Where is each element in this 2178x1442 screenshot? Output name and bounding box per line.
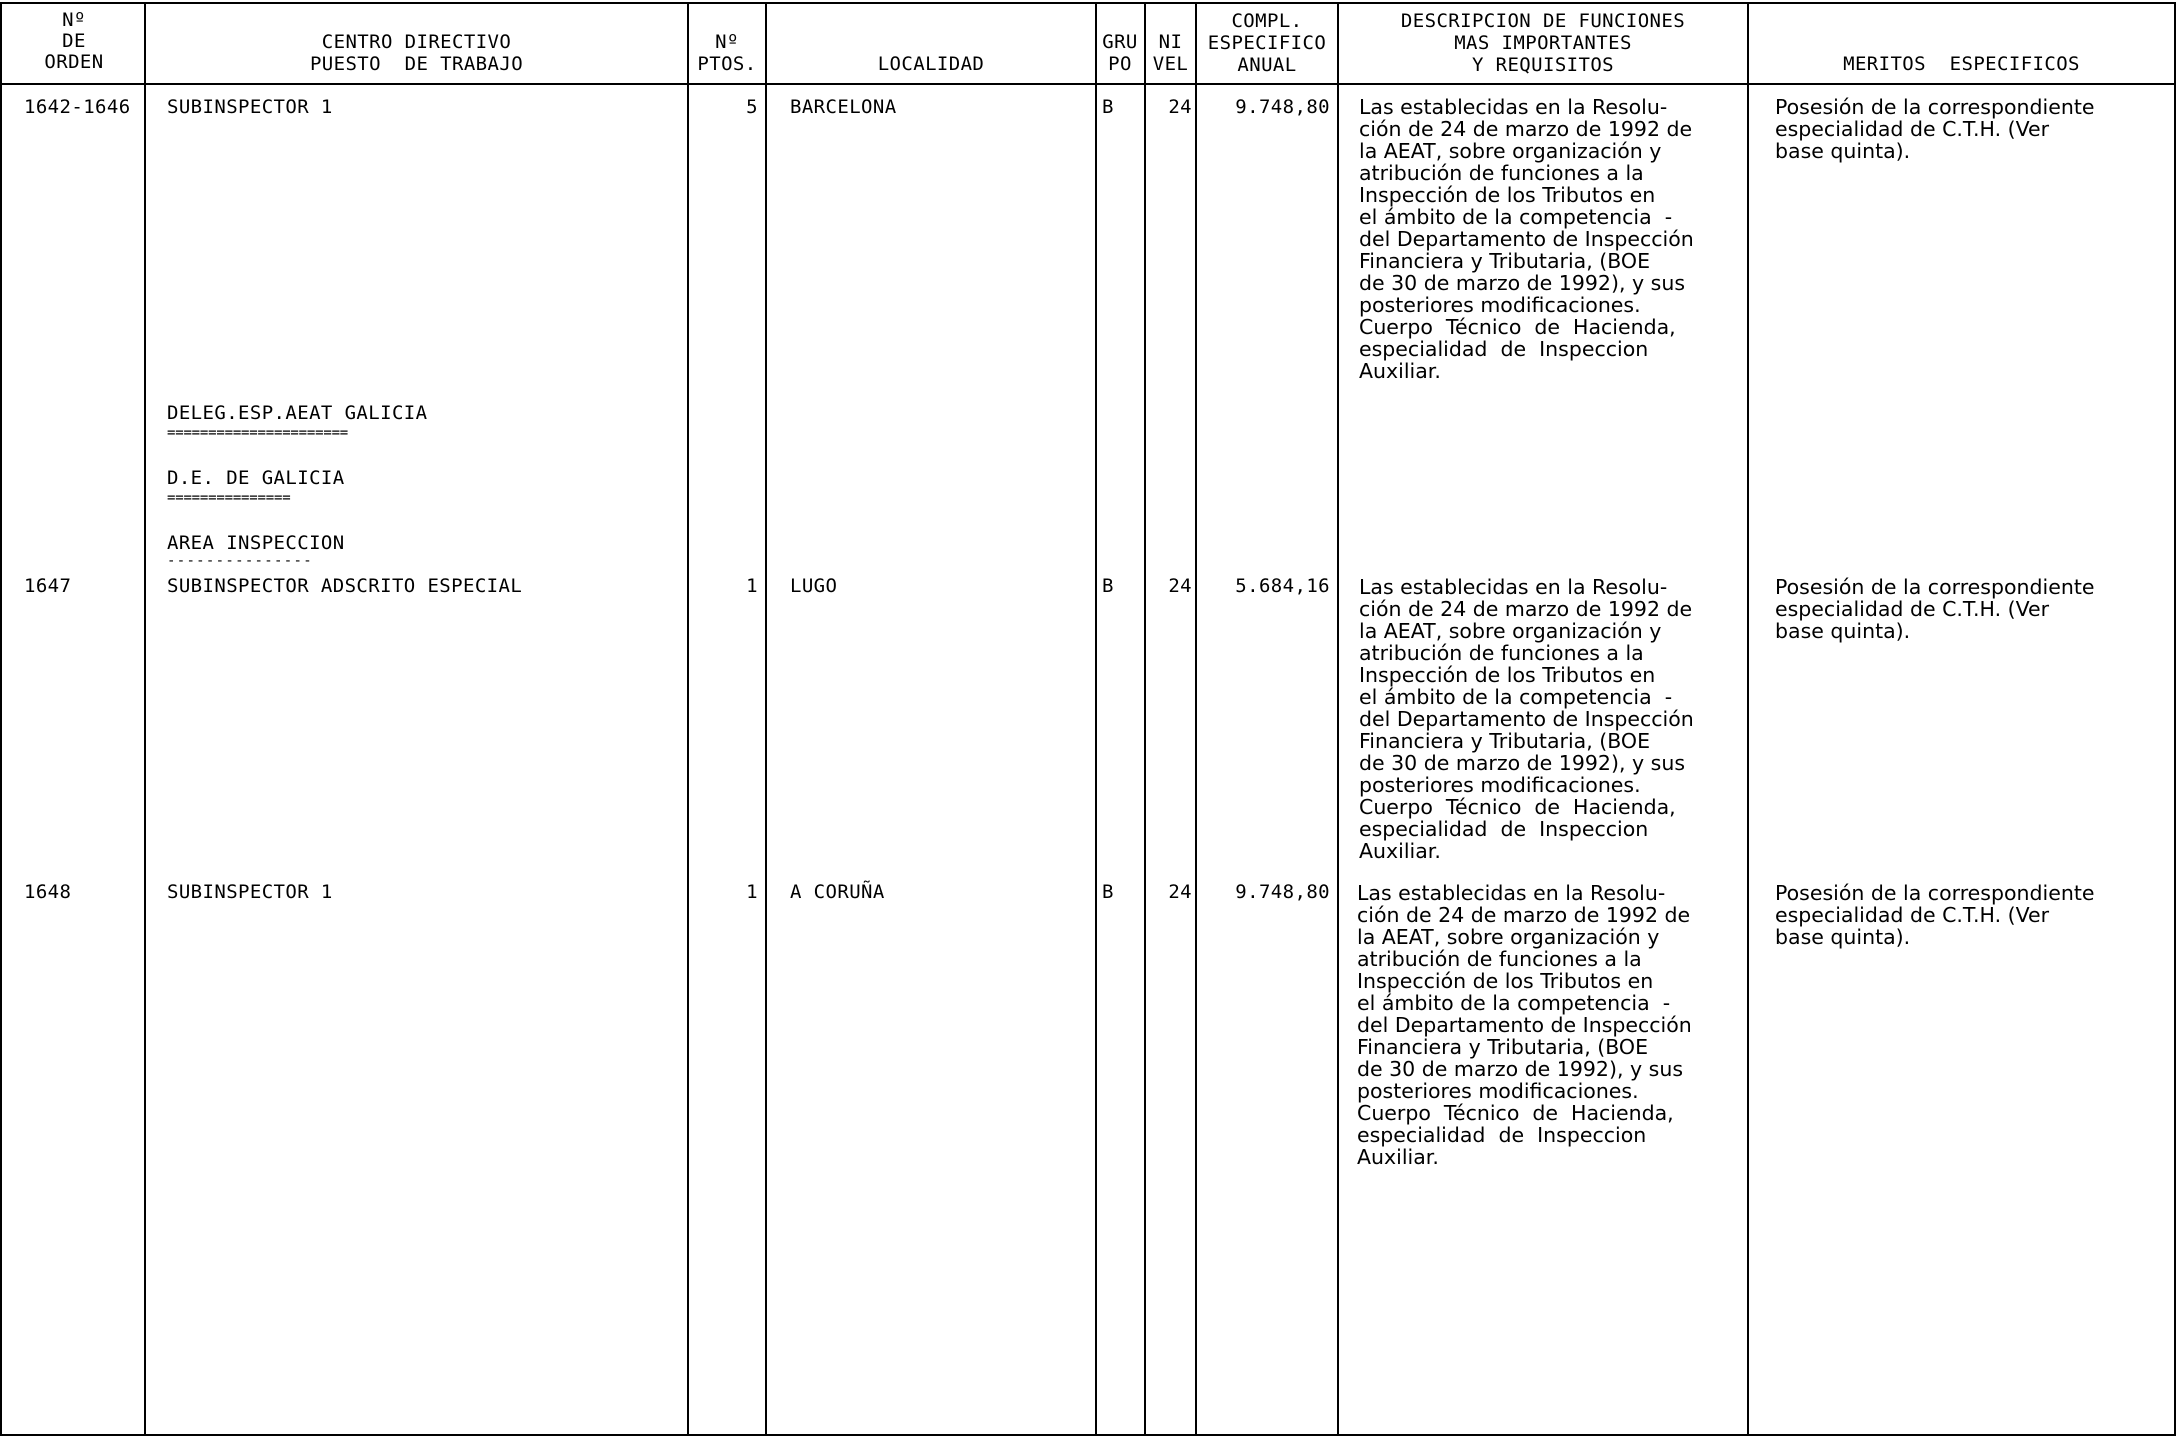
header-orden: Nº DE ORDEN (44, 9, 104, 73)
row1-descripcion: Las establecidas en la Resolu- ción de 24 de marzo de 1992 de la AEAT, sobre organización y atribución de funciones a la Inspección de los Tributos en el ámbito de la competencia - del Departamento de Inspección Financiera y Tributaria, (BOE de 30 de marzo de 1992), y sus posteriores modificaciones. Cuerpo Técnico de Hacienda, especialidad de Inspeccion Auxiliar. (1359, 95, 1694, 383)
section-deleg-galicia: DELEG.ESP.AEAT GALICIA (167, 402, 428, 424)
table-bottom-border (2, 1434, 2176, 1436)
row3-puesto: SUBINSPECTOR 1 (167, 881, 333, 903)
header-ptos: Nº PTOS. (697, 31, 757, 75)
col-divider-centro (687, 2, 689, 1436)
row1-orden: 1642-1646 (24, 96, 131, 118)
header-grupo: GRU PO (1102, 31, 1138, 75)
section-area-underline: --------------- (167, 555, 313, 567)
row2-orden: 1647 (24, 575, 72, 597)
row3-nivel: 24 (1168, 881, 1192, 903)
col-divider-compl (1337, 2, 1339, 1436)
header-meritos: MERITOS ESPECIFICOS (1843, 53, 2080, 75)
col-divider-orden (144, 2, 146, 1436)
header-descripcion: DESCRIPCION DE FUNCIONES MAS IMPORTANTES Y REQUISITOS (1400, 10, 1686, 76)
row3-ptos: 1 (746, 881, 758, 903)
row1-grupo: B (1102, 96, 1114, 118)
row3-descripcion: Las establecidas en la Resolu- ción de 24 de marzo de 1992 de la AEAT, sobre organización y atribución de funciones a la Inspección de los Tributos en el ámbito de la competencia - del Departamento de Inspección Financiera y Tributaria, (BOE de 30 de marzo de 1992), y sus posteriores modificaciones. Cuerpo Técnico de Hacienda, especialidad de Inspeccion Auxiliar. (1357, 881, 1692, 1169)
table-left-border (0, 2, 2, 1436)
row1-localidad: BARCELONA (790, 96, 897, 118)
row2-meritos: Posesión de la correspondiente especialidad de C.T.H. (Ver base quinta). (1775, 575, 2095, 643)
row1-nivel: 24 (1168, 96, 1192, 118)
row2-nivel: 24 (1168, 575, 1192, 597)
row1-meritos: Posesión de la correspondiente especialidad de C.T.H. (Ver base quinta). (1775, 95, 2095, 163)
row3-grupo: B (1102, 881, 1114, 903)
section-area-inspeccion: AREA INSPECCION (167, 532, 345, 554)
row1-puesto: SUBINSPECTOR 1 (167, 96, 333, 118)
section-de-underline: =============== (167, 492, 291, 504)
section-deleg-underline: ====================== (167, 427, 349, 439)
row3-meritos: Posesión de la correspondiente especialidad de C.T.H. (Ver base quinta). (1775, 881, 2095, 949)
col-divider-grupo (1144, 2, 1146, 1436)
header-centro-directivo: CENTRO DIRECTIVO PUESTO DE TRABAJO (309, 31, 524, 75)
row2-grupo: B (1102, 575, 1114, 597)
row3-localidad: A CORUÑA (790, 881, 885, 903)
header-compl-especifico: COMPL. ESPECIFICO ANUAL (1207, 10, 1327, 76)
row3-compl: 9.748,80 (1235, 881, 1330, 903)
row1-ptos: 5 (746, 96, 758, 118)
row2-compl: 5.684,16 (1235, 575, 1330, 597)
row2-ptos: 1 (746, 575, 758, 597)
col-divider-ptos (765, 2, 767, 1436)
row2-descripcion: Las establecidas en la Resolu- ción de 24 de marzo de 1992 de la AEAT, sobre organización y atribución de funciones a la Inspección de los Tributos en el ámbito de la competencia - del Departamento de Inspección Financiera y Tributaria, (BOE de 30 de marzo de 1992), y sus posteriores modificaciones. Cuerpo Técnico de Hacienda, especialidad de Inspeccion Auxiliar. (1359, 575, 1694, 863)
row2-puesto: SUBINSPECTOR ADSCRITO ESPECIAL (167, 575, 523, 597)
row3-orden: 1648 (24, 881, 72, 903)
table-right-border (2174, 2, 2176, 1436)
header-localidad: LOCALIDAD (877, 53, 985, 75)
header-bottom-rule (2, 83, 2176, 85)
header-nivel: NI VEL (1152, 31, 1189, 75)
row1-compl: 9.748,80 (1235, 96, 1330, 118)
table-top-border (2, 2, 2176, 4)
col-divider-descripcion (1747, 2, 1749, 1436)
col-divider-localidad (1095, 2, 1097, 1436)
section-de-galicia: D.E. DE GALICIA (167, 467, 345, 489)
row2-localidad: LUGO (790, 575, 838, 597)
col-divider-nivel (1195, 2, 1197, 1436)
